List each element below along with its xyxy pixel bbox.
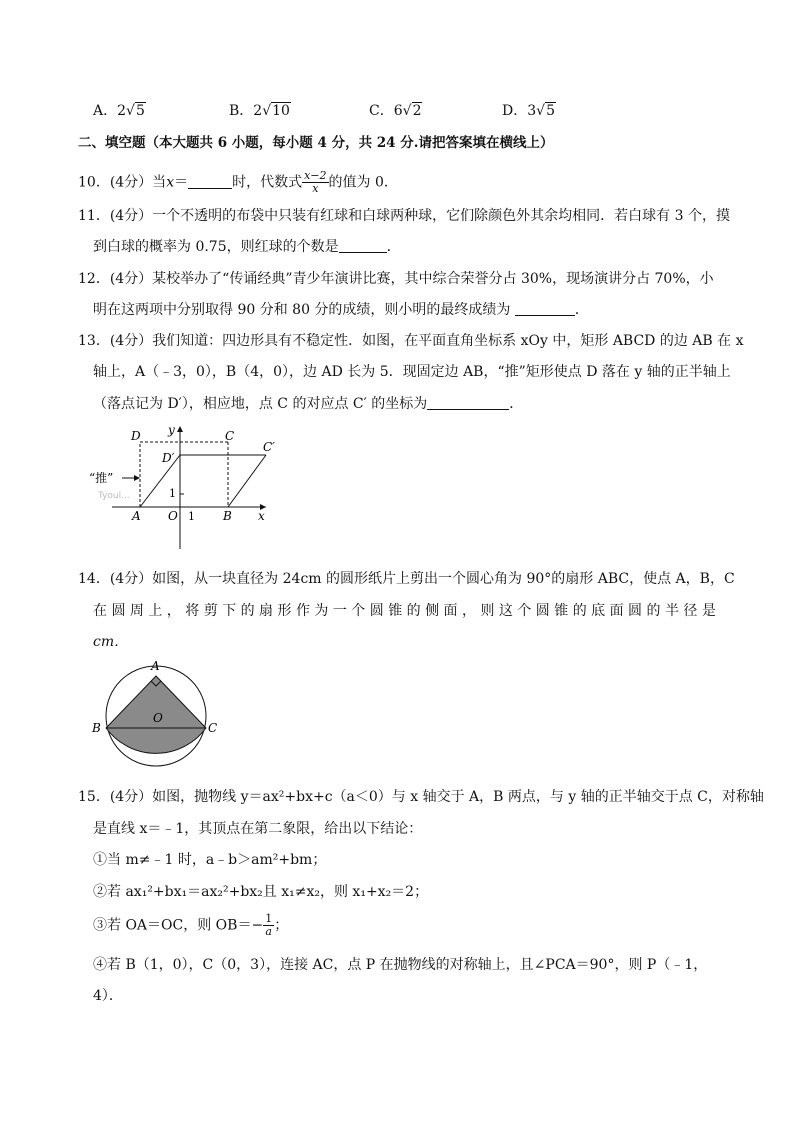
- question-13-line1: 13．(4分）我们知道：四边形具有不稳定性．如图，在平面直角坐标系 xOy 中，矩形 ABCD 的边 AB 在 x: [78, 333, 744, 349]
- label-one-y: 1: [169, 487, 176, 500]
- label-a: A: [151, 659, 160, 673]
- conclusion-3: ③若 OA＝OC，则 OB＝− $\frac{1}{a}$ ；: [93, 912, 289, 938]
- question-15-line2: 是直线 x＝﹣1，其顶点在第二象限，给出以下结论：: [93, 821, 423, 837]
- conclusion-1: ①当 m≠﹣1 时，a﹣b＞am²+bm；: [93, 852, 327, 868]
- answer-blank-13[interactable]: [427, 395, 509, 410]
- question-14-line3: cm．: [93, 634, 129, 650]
- question-13-line3: （落点记为 D′），相应地，点 C 的对应点 C′ 的坐标为 ．: [93, 396, 524, 412]
- fraction: $\frac{x-2}{x}$: [304, 169, 327, 195]
- answer-blank-12[interactable]: [515, 301, 575, 316]
- question-11-line2: 到白球的概率为 0.75，则红球的个数是 ．: [93, 239, 401, 255]
- label-o: O: [168, 509, 178, 523]
- question-12-line2: 明在这两项中分别取得 90 分和 80 分的成绩，则小明的最终成绩为 ．: [93, 302, 589, 318]
- circle-sector-figure: [88, 656, 228, 768]
- label-c: C: [225, 429, 235, 443]
- label-x: x: [258, 509, 265, 523]
- label-y: y: [168, 423, 175, 437]
- label-c-prime: C′: [263, 440, 275, 454]
- option-a: A．2√5: [93, 103, 145, 119]
- option-c: C．6√2: [369, 103, 422, 119]
- label-a: A: [132, 509, 141, 523]
- label-d-prime: D′: [162, 451, 175, 465]
- fraction: $\frac{1}{a}$: [265, 912, 273, 938]
- question-14-line2: 在 圆 周 上 ， 将 剪 下 的 扇 形 作 为 一 个 圆 锥 的 侧 面 ， 则 这 个 圆 锥 的 底 面 圆 的 半 径 是: [93, 603, 716, 619]
- watermark: Tyoul...: [98, 491, 130, 501]
- label-o: O: [153, 711, 163, 725]
- question-12-line1: 12．(4分）某校举办了“传诵经典”青少年演讲比赛，其中综合荣誉分占 30%，现场演讲分占 70%，小: [78, 271, 714, 287]
- answer-blank-11[interactable]: [339, 238, 387, 253]
- question-15-line1: 15．(4分）如图，抛物线 y＝ax²+bx+c（a＜0）与 x 轴交于 A，B 两点，与 y 轴的正半轴交于点 C，对称轴: [78, 789, 764, 805]
- para-side-cb: [228, 455, 266, 507]
- question-14-line1: 14．(4分）如图，从一块直径为 24cm 的圆形纸片上剪出一个圆心角为 90°的扇形 ABC，使点 A，B，C: [78, 571, 735, 587]
- question-11-line1: 11．(4分）一个不透明的布袋中只装有红球和白球两种球，它们除颜色外其余均相同．若白球有 3 个，摸: [78, 208, 730, 224]
- coordinate-figure: [88, 422, 280, 554]
- question-10: 10．(4分）当x＝ 时，代数式 $\frac{x-2}{x}$ 的值为 0．: [78, 169, 398, 195]
- answer-blank-10[interactable]: [188, 174, 232, 189]
- label-b: B: [223, 509, 232, 523]
- label-one-x: 1: [188, 510, 195, 523]
- conclusion-4: ④若 B（1，0），C（0，3），连接 AC，点 P 在抛物线的对称轴上，且∠PCA＝90°，则 P（﹣1，: [93, 957, 708, 973]
- conclusion-4-cont: 4）．: [93, 988, 123, 1004]
- label-b: B: [92, 721, 101, 735]
- label-c: C: [208, 721, 218, 735]
- conclusion-2: ②若 ax₁²+bx₁＝ax₂²+bx₂且 x₁≠x₂，则 x₁+x₂＝2；: [93, 884, 429, 900]
- label-push: “推”: [89, 471, 114, 485]
- section-heading: 二、填空题（本大题共 6 小题，每小题 4 分，共 24 分.请把答案填在横线上）: [78, 135, 554, 151]
- option-b: B．2√10: [229, 103, 290, 119]
- label-d: D: [131, 429, 141, 443]
- option-d: D．3√5: [502, 103, 555, 119]
- question-13-line2: 轴上，A（﹣3，0），B（4，0），边 AD 长为 5．现固定边 AB，“推”矩形使点 D 落在 y 轴的正半轴上: [93, 364, 731, 380]
